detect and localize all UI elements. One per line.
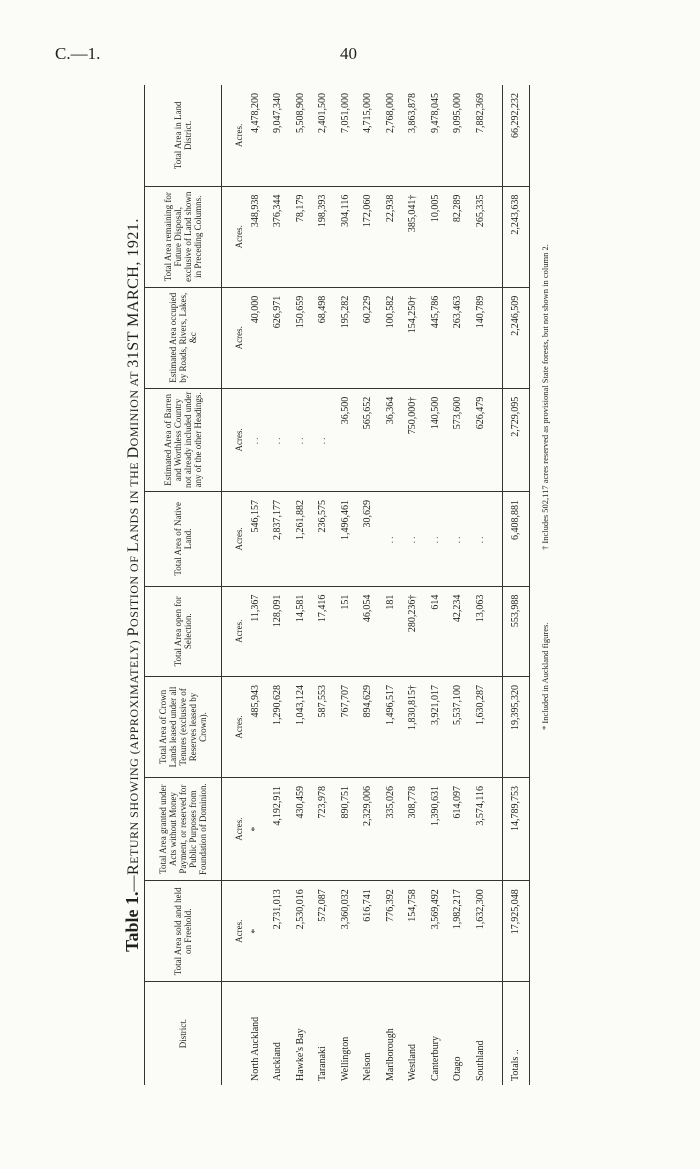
table-cell: 723,978 [312,778,335,881]
table-cell: 100,582 [379,287,402,388]
table-cell: 335,026 [379,778,402,881]
table-cell: 2,329,006 [357,778,380,881]
table-row [424,85,447,1085]
table-cell: 3,360,032 [334,881,357,982]
table-row [289,85,312,1085]
table-cell: 1,290,628 [267,676,290,777]
district-name: Hawke's Bay [294,1028,306,1081]
table-row [357,85,380,1085]
table-cell: 626,479 [469,388,492,491]
table-cell: 4,478,200 [244,85,267,186]
total-cell: 19,395,320 [502,676,529,777]
table-cell: 128,091 [267,586,290,676]
table-cell: 1,830,815† [402,676,425,777]
column-header: District. [145,982,222,1085]
table-cell: .. [379,492,402,587]
table-cell: 9,478,045 [424,85,447,186]
district-name: Otago [452,1056,464,1081]
total-cell: 14,789,753 [502,778,529,881]
header-row [145,85,222,1085]
table-cell: 4,715,000 [357,85,380,186]
district-name: Marlborough [384,1028,396,1081]
table-cell: 894,629 [357,676,380,777]
table-cell: 890,751 [334,778,357,881]
table-row [402,85,425,1085]
totals-row [502,85,529,1085]
table-cell: 181 [379,586,402,676]
table-cell: 546,157 [244,492,267,587]
unit-cell: Acres. [222,492,245,587]
district-name: Nelson [362,1052,374,1081]
table-row [334,85,357,1085]
table-cell: 46,054 [357,586,380,676]
table-cell: 2,401,500 [312,85,335,186]
table-cell: 140,789 [469,287,492,388]
table-cell: 154,250† [402,287,425,388]
unit-cell: Acres. [222,287,245,388]
table-cell: 614 [424,586,447,676]
table-cell: 1,043,124 [289,676,312,777]
column-header: Estimated Area occupied by Roads, Rivers, Lakes, &c [145,287,222,388]
table-cell: 5,508,900 [289,85,312,186]
table-cell: 36,364 [379,388,402,491]
table-cell: 1,630,287 [469,676,492,777]
table-cell: 348,938 [244,186,267,287]
unit-cell: Acres. [222,676,245,777]
title-part: L [125,541,142,553]
unit-cell: Acres. [222,881,245,982]
district-name: Westland [407,1044,419,1081]
table-cell: 9,047,340 [267,85,290,186]
table-row [267,85,290,1085]
table-cell: 236,575 [312,492,335,587]
table-body [222,85,530,1085]
title-part: —R [125,863,142,892]
spacer-row [492,85,503,1085]
table-cell: 750,000† [402,388,425,491]
table-cell: 22,938 [379,186,402,287]
table-cell: 172,060 [357,186,380,287]
table-cell: 1,496,517 [379,676,402,777]
table-cell: 78,179 [289,186,312,287]
district-name: Auckland [272,1042,284,1081]
table-cell: 5,537,100 [447,676,470,777]
table-cell: 587,553 [312,676,335,777]
table-cell: 68,498 [312,287,335,388]
title-part: 31ST MARCH, 1921. [125,218,142,368]
table-cell: 3,569,492 [424,881,447,982]
units-row [222,85,245,1085]
table-cell: 14,581 [289,586,312,676]
table-cell: .. [402,492,425,587]
total-cell: 2,243,638 [502,186,529,287]
table-cell: 40,000 [244,287,267,388]
table-cell: 3,574,116 [469,778,492,881]
unit-cell: Acres. [222,186,245,287]
table-cell: 151 [334,586,357,676]
table-cell: 376,344 [267,186,290,287]
table-cell: 7,051,000 [334,85,357,186]
unit-cell [222,982,245,1085]
table-row [447,85,470,1085]
unit-cell: Acres. [222,85,245,186]
table-cell: 3,863,878 [402,85,425,186]
table-cell: 9,095,000 [447,85,470,186]
table-cell: 7,882,369 [469,85,492,186]
column-header: Total Area of Crown Lands leased under all Tenures (exclusive of Reserves leased by Crown). [145,676,222,777]
table-cell: 4,192,911 [267,778,290,881]
table-cell: .. [289,388,312,491]
page-number: 40 [340,44,357,63]
total-cell: 2,729,095 [502,388,529,491]
table-cell: 1,632,300 [469,881,492,982]
title-part: D [125,446,142,459]
table-cell: 82,289 [447,186,470,287]
district-name: Canterbury [429,1036,441,1081]
table-cell: 572,087 [312,881,335,982]
table-cell: 1,982,217 [447,881,470,982]
table-cell: 198,393 [312,186,335,287]
unit-cell: Acres. [222,778,245,881]
table-row [244,85,267,1085]
table-cell: 265,335 [469,186,492,287]
title-part: ANDS IN THE [127,458,141,542]
table-cell: 565,652 [357,388,380,491]
table-cell: 616,741 [357,881,380,982]
column-header: Estimated Area of Barren and Worthless Country not already included under any of the other Headings. [145,388,222,491]
total-cell: 17,925,048 [502,881,529,982]
total-cell: 6,408,881 [502,492,529,587]
table-cell: .. [312,388,335,491]
table-cell: 30,629 [357,492,380,587]
district-name: Wellington [339,1036,351,1081]
total-cell: 553,988 [502,586,529,676]
table-cell: 1,261,882 [289,492,312,587]
table-cell: 42,234 [447,586,470,676]
district-name: North Auckland [249,1016,261,1081]
title-part: OSITION OF [127,552,141,627]
table-row [379,85,402,1085]
table-cell: 3,921,017 [424,676,447,777]
table-cell: 150,659 [289,287,312,388]
table-cell: 11,367 [244,586,267,676]
title-part: OMINION AT [127,367,141,447]
title-part: ETURN SHOWING (APPROXIMATELY) [127,636,141,864]
table-row [312,85,335,1085]
unit-cell: Acres. [222,388,245,491]
rotated-table-block [122,85,550,1085]
table-title-label: Table 1. [122,891,142,952]
table-cell: * [244,881,267,982]
district-name: Southland [474,1040,486,1081]
page-code: C.—1. [55,44,101,63]
table-cell: 485,943 [244,676,267,777]
totals-label: Totals .. [502,982,529,1085]
table-cell: 767,707 [334,676,357,777]
footnote-dagger: † Includes 502,117 acres reserved as provisional State forests, but not shown in column 2. [540,244,550,550]
total-cell: 66,292,232 [502,85,529,186]
table-cell: .. [469,492,492,587]
column-header: Total Area granted under Acts without Money Payment, or reserved for Public Purposes from Foundation of Dominion. [145,778,222,881]
table-cell: .. [267,388,290,491]
column-header: Total Area open for Selection. [145,586,222,676]
table-cell: 573,600 [447,388,470,491]
table-cell: .. [424,492,447,587]
land-position-table [144,85,530,1085]
table-cell: 304,116 [334,186,357,287]
table-cell: 140,500 [424,388,447,491]
table-cell: 308,778 [402,778,425,881]
table-cell: 13,063 [469,586,492,676]
table-cell: 1,496,461 [334,492,357,587]
table-cell: 385,041† [402,186,425,287]
column-header: Total Area remaining for Future Disposal, exclusive of Land shown in Preceding Columns. [145,186,222,287]
table-cell: * [244,778,267,881]
table-cell: 154,758 [402,881,425,982]
column-header: Total Area in Land District. [145,85,222,186]
unit-cell: Acres. [222,586,245,676]
table-cell: 10,005 [424,186,447,287]
column-header: Total Area sold and held on Freehold. [145,881,222,982]
column-header: Total Area of Native Land. [145,492,222,587]
table-cell: 195,282 [334,287,357,388]
table-cell: 1,390,631 [424,778,447,881]
table-cell: 430,459 [289,778,312,881]
table-cell: 2,768,000 [379,85,402,186]
table-cell: 2,837,177 [267,492,290,587]
table-cell: 776,392 [379,881,402,982]
table-cell: 445,786 [424,287,447,388]
table-row [469,85,492,1085]
table-cell: .. [244,388,267,491]
table-cell: 280,236† [402,586,425,676]
table-cell: 2,530,016 [289,881,312,982]
table-cell: 614,097 [447,778,470,881]
table-cell: .. [447,492,470,587]
table-cell: 626,971 [267,287,290,388]
table-cell: 17,416 [312,586,335,676]
table-cell: 60,229 [357,287,380,388]
footnote-asterisk: * Included in Auckland figures. [540,622,550,730]
table-cell: 36,500 [334,388,357,491]
table-cell: 263,463 [447,287,470,388]
district-name: Taranaki [317,1046,329,1081]
table-cell: 2,731,013 [267,881,290,982]
total-cell: 2,246,509 [502,287,529,388]
table-title [122,85,143,1085]
title-part: P [125,626,142,637]
